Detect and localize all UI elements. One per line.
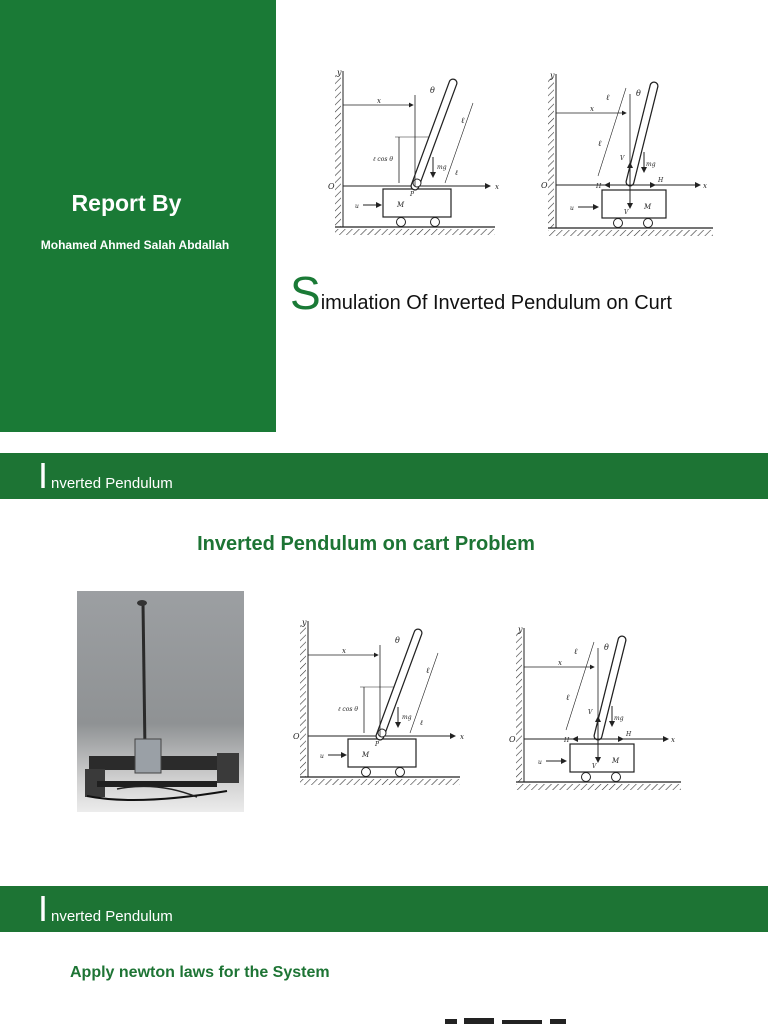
free-body-diagram-forces-2 bbox=[508, 622, 688, 797]
report-by-heading: Report By bbox=[71, 190, 182, 216]
cropped-equation-fragment bbox=[440, 1017, 580, 1024]
band-initial-2: I bbox=[38, 888, 49, 929]
band-title-2: nverted Pendulum bbox=[51, 908, 173, 925]
free-body-diagram-forces bbox=[540, 68, 720, 243]
report-title bbox=[290, 266, 672, 320]
free-body-diagram-cart-pendulum-2 bbox=[290, 615, 470, 790]
free-body-diagram-cart-pendulum bbox=[325, 65, 505, 240]
section-heading-newton: Apply newton laws for the System bbox=[70, 964, 330, 981]
section-band-2 bbox=[0, 886, 768, 932]
title-initial: S bbox=[290, 267, 321, 319]
band-initial: I bbox=[38, 455, 49, 496]
section-heading-problem: Inverted Pendulum on cart Problem bbox=[197, 533, 535, 555]
title-rest: imulation Of Inverted Pendulum on Curt bbox=[320, 292, 672, 314]
pendulum-photo bbox=[77, 591, 244, 812]
author-name: Mohamed Ahmed Salah Abdallah bbox=[40, 238, 230, 252]
section-band-1 bbox=[0, 453, 768, 499]
band-title: nverted Pendulum bbox=[51, 475, 173, 492]
